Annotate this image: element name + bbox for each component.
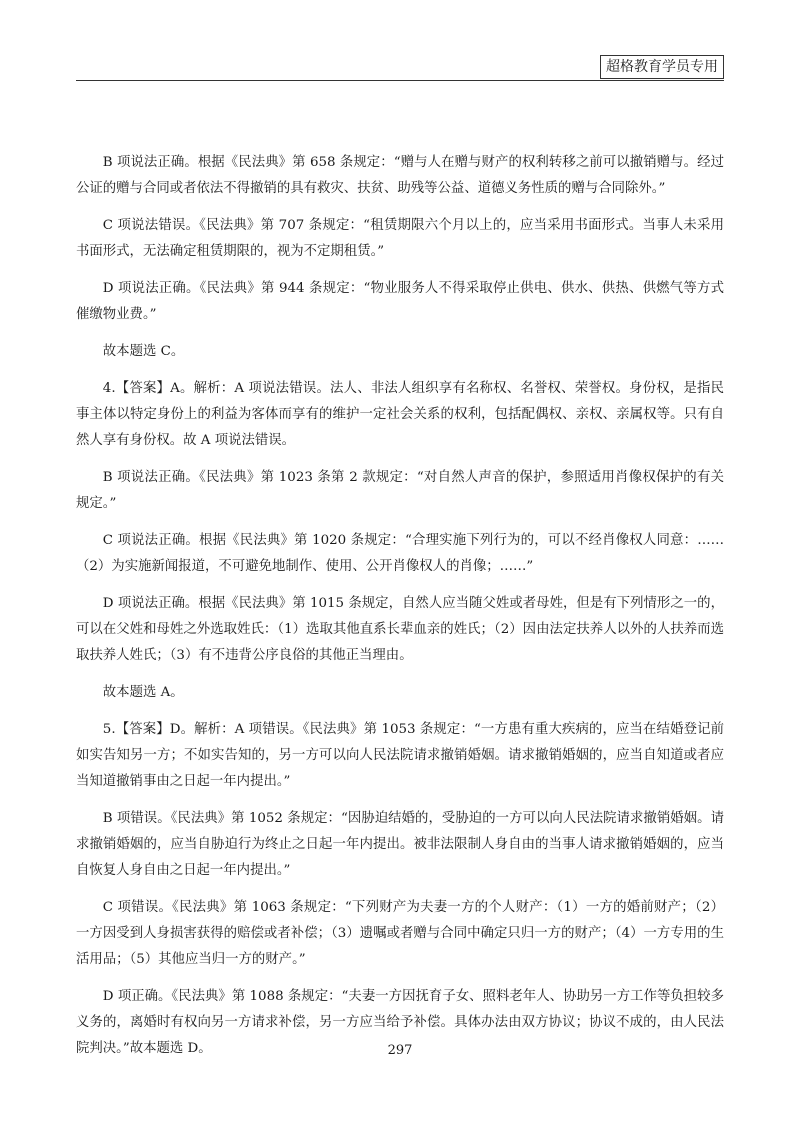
paragraph: B 项说法正确。根据《民法典》第 658 条规定：“赠与人在赠与财产的权利转移之前可以撤销赠与。经过公证的赠与合同或者依法不得撤销的具有救灾、扶贫、助残等公益、道德义务性质的赠与合同除外。” [76,155,724,196]
paragraph: D 项说法正确。《民法典》第 944 条规定：“物业服务人不得采取停止供电、供水、供热、供燃气等方式催缴物业费。” [76,281,724,322]
header-rule [76,80,724,81]
paragraph: D 项正确。《民法典》第 1088 条规定：“夫妻一方因抚育子女、照料老年人、协助另一方工作等负担较多义务的，离婚时有权向另一方请求补偿，另一方应当给予补偿。具体办法由双方协议；协议不成的，由人民法院判决。”故本题选 D。 [76,989,724,1056]
paragraph: B 项错误。《民法典》第 1052 条规定：“因胁迫结婚的，受胁迫的一方可以向人民法院请求撤销婚姻。请求撤销婚姻的，应当自胁迫行为终止之日起一年内提出。被非法限制人身自由的当事人请求撤销婚姻的，应当自恢复人身自由之日起一年内提出。” [76,811,724,878]
paragraph: C 项说法正确。根据《民法典》第 1020 条规定：“合理实施下列行为的，可以不经肖像权人同意：……（2）为实施新闻报道，不可避免地制作、使用、公开肖像权人的肖像；……” [76,533,724,574]
paragraph: C 项说法错误。《民法典》第 707 条规定：“租赁期限六个月以上的，应当采用书面形式。当事人未采用书面形式，无法确定租赁期限的，视为不定期租赁。” [76,218,724,259]
paragraph: 4.【答案】A。解析：A 项说法错误。法人、非法人组织享有名称权、名誉权、荣誉权。身份权，是指民事主体以特定身份上的利益为客体而享有的维护一定社会关系的权利，包括配偶权、亲权、亲属权等。只有自然人享有身份权。故 A 项说法错误。 [76,381,724,448]
paragraph: B 项说法正确。《民法典》第 1023 条第 2 款规定：“对自然人声音的保护，参照适用肖像权保护的有关规定。” [76,470,724,511]
paragraph: D 项说法正确。根据《民法典》第 1015 条规定，自然人应当随父姓或者母姓，但是有下列情形之一的，可以在父姓和母姓之外选取姓氏：（1）选取其他直系长辈血亲的姓氏；（2）因由法定扶养人以外的人扶养而选取扶养人姓氏；（3）有不违背公序良俗的其他正当理由。 [76,596,724,663]
paragraph: C 项错误。《民法典》第 1063 条规定：“下列财产为夫妻一方的个人财产：（1）一方的婚前财产；（2）一方因受到人身损害获得的赔偿或者补偿；（3）遗嘱或者赠与合同中确定只归一方的财产；（4）一方专用的生活用品；（5）其他应当归一方的财产。” [76,900,724,967]
paragraph: 5.【答案】D。解析：A 项错误。《民法典》第 1053 条规定：“一方患有重大疾病的，应当在结婚登记前如实告知另一方；不如实告知的，另一方可以向人民法院请求撤销婚姻。请求撤销婚姻的，应当自知道或者应当知道撤销事由之日起一年内提出。” [76,722,724,789]
paragraph: 故本题选 C。 [102,344,185,359]
page-content [76,150,724,1073]
header-badge: 超格教育学员专用 [600,55,724,79]
paragraph: 故本题选 A。 [102,685,184,700]
page-number: 297 [387,1043,413,1058]
